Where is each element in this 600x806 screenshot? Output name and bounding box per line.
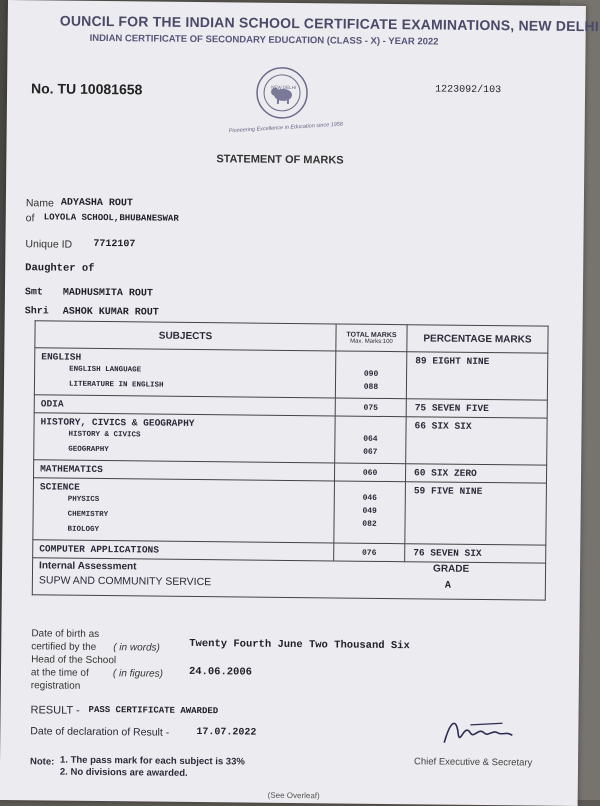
table-row bbox=[34, 413, 547, 465]
marks-mathematics: 060 bbox=[334, 463, 405, 482]
father-name: ASHOK KUMAR ROUT bbox=[62, 306, 159, 319]
subject-history-civics-geography: HISTORY, CIVICS & GEOGRAPHY HISTORY & CIVICS GEOGRAPHY bbox=[34, 413, 335, 463]
dob-in-words: Twenty Fourth June Two Thousand Six bbox=[189, 637, 410, 653]
signatory-title: Chief Executive & Secretary bbox=[413, 756, 533, 769]
percentage-science: 59 FIVE NINE bbox=[405, 482, 547, 545]
of-label: of bbox=[25, 212, 35, 225]
subject-english: ENGLISH ENGLISH LANGUAGE LITERATURE IN ENGLISH bbox=[34, 348, 335, 398]
note-divisions: 2. No divisions are awarded. bbox=[59, 766, 188, 779]
result-value: PASS CERTIFICATE AWARDED bbox=[88, 704, 219, 717]
marks-computer-applications: 076 bbox=[334, 543, 405, 562]
serial-number: 1223092/103 bbox=[435, 84, 502, 97]
certificate-number: No. TU 10081658 bbox=[30, 80, 143, 98]
dob-label-line-4: at the time of bbox=[30, 667, 89, 679]
declaration-label: Date of declaration of Result - bbox=[30, 725, 170, 739]
result-label: RESULT - bbox=[30, 704, 80, 717]
school-name: LOYOLA SCHOOL,BHUBANESWAR bbox=[43, 212, 179, 224]
dob-label-line-1: Date of birth as bbox=[31, 628, 100, 640]
table-row bbox=[33, 478, 547, 545]
percentage-mathematics: 60 SIX ZERO bbox=[405, 464, 546, 483]
in-figures-label: ( in figures) bbox=[112, 668, 164, 680]
percentage-history-civics-geography: 66 SIX SIX bbox=[406, 417, 547, 465]
marks-history-civics-geography: 064 067 bbox=[335, 416, 406, 464]
subject-computer-applications: COMPUTER APPLICATIONS bbox=[33, 540, 334, 561]
signature bbox=[440, 713, 520, 757]
dob-label-line-3: Head of the School bbox=[31, 654, 117, 667]
declaration-date: 17.07.2022 bbox=[196, 727, 257, 739]
mother-title: Smt bbox=[24, 287, 44, 299]
marks-science: 046 049 082 bbox=[334, 481, 406, 544]
exam-heading: INDIAN CERTIFICATE OF SECONDARY EDUCATION (CLASS - X) - YEAR 2022 bbox=[89, 32, 439, 48]
subject-odia: ODIA bbox=[34, 395, 335, 416]
dob-in-figures: 24.06.2006 bbox=[188, 665, 253, 679]
relation-label: Daughter of bbox=[25, 262, 95, 275]
dob-label-line-5: registration bbox=[30, 680, 81, 692]
marks-table bbox=[32, 320, 549, 600]
total-marks-header: TOTAL MARKS Max. Marks:100 bbox=[336, 324, 407, 352]
internal-assessment-row bbox=[32, 558, 545, 600]
dob-label-line-2: certified by the bbox=[31, 641, 97, 653]
marks-english: 090 088 bbox=[335, 351, 406, 399]
father-title: Shri bbox=[24, 306, 49, 318]
mother-name: MADHUSMITA ROUT bbox=[62, 287, 154, 300]
percentage-header: PERCENTAGE MARKS bbox=[407, 325, 548, 353]
emblem-place: NEW DELHI bbox=[271, 84, 297, 91]
subject-science: SCIENCE PHYSICS CHEMISTRY BIOLOGY bbox=[33, 478, 335, 543]
see-overleaf: (See Overleaf) bbox=[267, 790, 320, 801]
subjects-header: SUBJECTS bbox=[35, 321, 336, 351]
in-words-label: ( in words) bbox=[113, 642, 160, 654]
emblem-motto: Pioneering Excellence in Education since 1958 bbox=[228, 121, 344, 135]
statement-title: STATEMENT OF MARKS bbox=[216, 153, 344, 167]
council-heading: OUNCIL FOR THE INDIAN SCHOOL CERTIFICATE EXAMINATIONS, NEW DELHI bbox=[59, 12, 599, 35]
internal-assessment-label: Internal Assessment bbox=[39, 560, 137, 573]
note-pass-mark: 1. The pass mark for each subject is 33% bbox=[59, 754, 245, 768]
supw-grade: A bbox=[444, 580, 451, 592]
candidate-name: ADYASHA ROUT bbox=[60, 197, 133, 210]
percentage-english: 89 EIGHT NINE bbox=[406, 352, 547, 400]
grade-label: GRADE bbox=[433, 563, 470, 575]
percentage-odia: 75 SEVEN FIVE bbox=[406, 399, 547, 418]
marks-odia: 075 bbox=[335, 398, 406, 417]
note-label: Note: bbox=[29, 756, 55, 768]
percentage-computer-applications: 76 SEVEN SIX bbox=[405, 544, 546, 563]
subject-mathematics: MATHEMATICS bbox=[33, 460, 334, 481]
unique-id: 7712107 bbox=[93, 238, 136, 251]
supw-label: SUPW AND COMMUNITY SERVICE bbox=[38, 574, 212, 589]
name-label: Name bbox=[25, 197, 54, 210]
unique-id-label: Unique ID bbox=[25, 238, 73, 251]
table-row bbox=[34, 348, 547, 400]
